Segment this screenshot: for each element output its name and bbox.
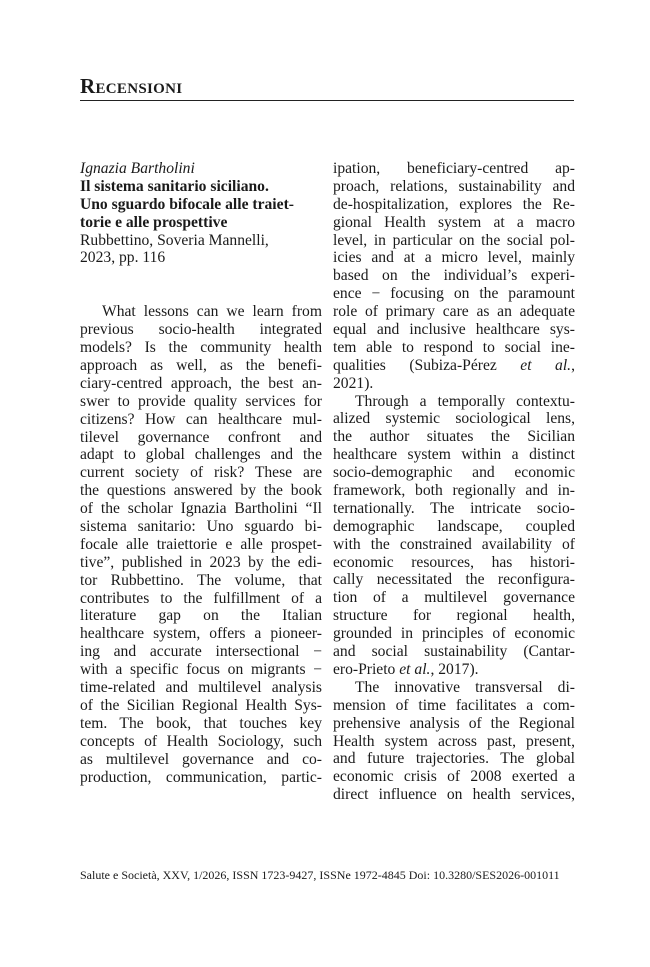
body-line: sistema sanitario: Uno sguardo bi- (80, 518, 322, 536)
body-line: tion of a multilevel governance (333, 589, 575, 607)
body-line: with the constrained availability of (333, 535, 575, 553)
body-line: 2021). (333, 374, 374, 392)
body-line: the author situates the Sicilian (333, 428, 575, 446)
section-header (80, 74, 574, 101)
body-line: proach, relations, sustainability and (333, 177, 575, 195)
body-line: ero-Prieto et al., 2017). (333, 660, 479, 678)
body-line: of the scholar Ignazia Bartholini “Il (80, 500, 322, 518)
body-line: healthcare system within a distinct (333, 446, 575, 464)
body-line: socio-demographic and economic (333, 464, 575, 482)
body-line: as multilevel governance and co- (80, 750, 322, 768)
body-line: icies and at a micro level, mainly (333, 249, 575, 267)
body-line: models? Is the community health (80, 339, 322, 357)
body-line: tilevel governance confront and (80, 428, 322, 446)
body-line: contributes to the fulfillment of a (80, 589, 322, 607)
spacer (80, 267, 322, 303)
body-line: framework, both regionally and in- (333, 482, 575, 500)
body-line: structure for regional health, (333, 607, 575, 625)
body-line: ciary-centred approach, the best an- (80, 374, 322, 392)
body-line: tive”, published in 2023 by the edi- (80, 553, 322, 571)
et-al-italic: et al. (520, 356, 572, 374)
body-line: gional Health system at a macro (333, 213, 575, 231)
body-line: ternationally. The intricate socio- (333, 499, 575, 517)
body-line: focale alle traiettorie e alle prospet- (80, 535, 322, 553)
book-title-line: torie e alle prospettive (80, 213, 228, 231)
body-line: What lessons can we learn from (102, 303, 322, 321)
body-line: Through a temporally contextu- (355, 392, 575, 410)
body-line: ipation, beneficiary-centred ap- (333, 160, 575, 177)
body-line: based on the individual’s experi- (333, 267, 575, 285)
body-line: current society of risk? These are (80, 464, 322, 482)
body-line: the questions answered by the book (80, 482, 322, 500)
body-line: qualities (Subiza-Pérez et al., (333, 356, 575, 374)
body-line: level, in particular on the social pol- (333, 231, 575, 249)
body-line: concepts of Health Sociology, such (80, 732, 322, 750)
right-column (333, 160, 575, 804)
body-line: ing and accurate intersectional − (80, 643, 322, 661)
body-line: cally necessitated the reconfigura- (333, 571, 575, 589)
body-line: tor Rubbettino. The volume, that (80, 571, 322, 589)
et-al-italic: et al. (399, 660, 431, 678)
body-line: with a specific focus on migrants − (80, 661, 322, 679)
publisher-line: Rubbettino, Soveria Mannelli, (80, 231, 269, 249)
left-body-text (80, 303, 322, 786)
left-column (80, 160, 322, 786)
body-line: citizens? How can healthcare mul- (80, 410, 322, 428)
body-line: swer to provide quality services for (80, 392, 322, 410)
body-line: production, communication, partic- (80, 768, 322, 786)
body-line: adapt to global challenges and the (80, 446, 322, 464)
body-line: economic crisis of 2008 exerted a (333, 768, 575, 786)
body-line: mension of time facilitates a com- (333, 696, 575, 714)
body-line: economic resources, has histori- (333, 553, 575, 571)
body-line: of the Sicilian Regional Health Sys- (80, 696, 322, 714)
body-line: prehensive analysis of the Regional (333, 714, 575, 732)
publisher-line: 2023, pp. 116 (80, 249, 166, 267)
body-line: role of primary care as an adequate (333, 303, 575, 321)
body-line: and future trajectories. The global (333, 750, 575, 768)
book-title-line: Uno sguardo bifocale alle traiet- (80, 195, 294, 213)
book-title-line: Il sistema sanitario siciliano. (80, 177, 269, 195)
body-line: previous socio-health integrated (80, 321, 322, 339)
body-line: and social sustainability (Cantar- (333, 643, 575, 661)
body-line: ence − focusing on the paramount (333, 285, 575, 303)
section-title: Recensioni (80, 74, 183, 98)
body-line: demographic landscape, coupled (333, 517, 575, 535)
body-line: de-hospitalization, explores the Re- (333, 195, 575, 213)
body-line: time-related and multilevel analysis (80, 679, 322, 697)
body-line: healthcare system, offers a pioneer- (80, 625, 322, 643)
body-line: grounded in principles of economic (333, 625, 575, 643)
body-line: tem able to respond to social ine- (333, 338, 575, 356)
body-line: alized systemic sociological lens, (333, 410, 575, 428)
footer-citation: Salute e Società, XXV, 1/2026, ISSN 1723-9427, ISSNe 1972-4845 Doi: 10.3280/SES2026-001011 (80, 868, 560, 882)
body-line: direct influence on health services, (333, 786, 575, 804)
body-line: Health system across past, present, (333, 732, 575, 750)
body-line: The innovative transversal di- (355, 678, 575, 696)
body-line: approach as well, as the benefi- (80, 357, 322, 375)
book-author: Ignazia Bartholini (80, 160, 195, 177)
body-line: tem. The book, that touches key (80, 714, 322, 732)
body-line: equal and inclusive healthcare sys- (333, 321, 575, 339)
body-line: literature gap on the Italian (80, 607, 322, 625)
